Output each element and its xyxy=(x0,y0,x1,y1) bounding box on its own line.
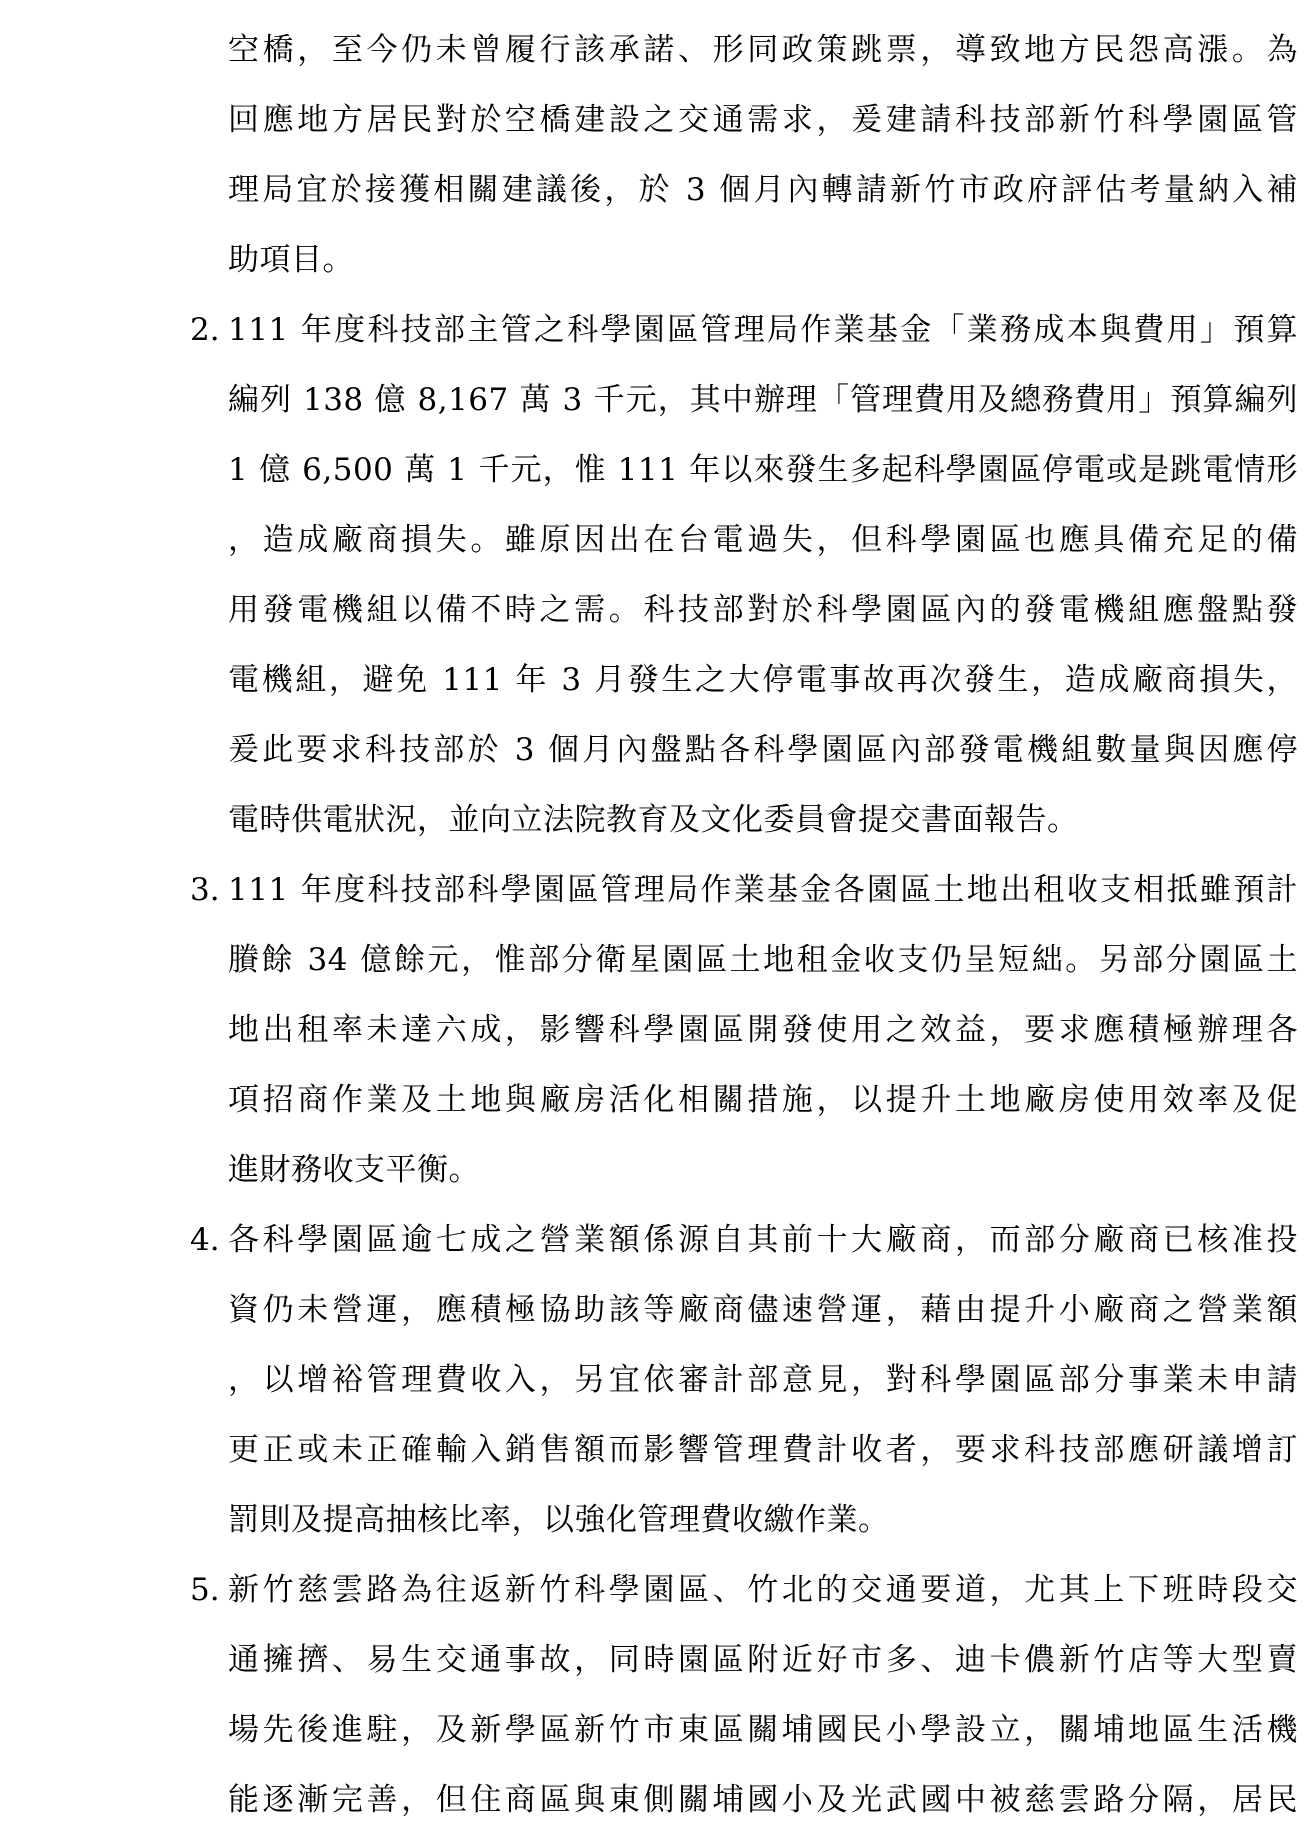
paragraph-line: 空橋，至今仍未曾履行該承諾、形同政策跳票，導致地方民怨高漲。為 xyxy=(228,32,1298,68)
list-item-number: 3. xyxy=(190,872,220,908)
list-item-line: 電時供電狀況，並向立法院教育及文化委員會提交書面報告。 xyxy=(228,802,1079,838)
list-item-line: 1 億 6,500 萬 1 千元，惟 111 年以來發生多起科學園區停電或是跳電情形 xyxy=(228,452,1298,488)
list-item-line: ，以增裕管理費收入，另宜依審計部意見，對科學園區部分事業未申請 xyxy=(228,1362,1298,1398)
paragraph-line: 回應地方居民對於空橋建設之交通需求，爰建請科技部新竹科學園區管 xyxy=(228,102,1298,138)
list-item-line: 場先後進駐，及新學區新竹市東區關埔國民小學設立，關埔地區生活機 xyxy=(228,1712,1298,1748)
list-item-line: 賸餘 34 億餘元，惟部分衛星園區土地租金收支仍呈短絀。另部分園區土 xyxy=(228,942,1298,978)
list-item-line: 通擁擠、易生交通事故，同時園區附近好市多、迪卡儂新竹店等大型賣 xyxy=(228,1642,1298,1678)
list-item-number: 5. xyxy=(190,1572,220,1608)
list-item-line: ，造成廠商損失。雖原因出在台電過失，但科學園區也應具備充足的備 xyxy=(228,522,1298,558)
list-item-line: 電機組，避免 111 年 3 月發生之大停電事故再次發生，造成廠商損失， xyxy=(228,662,1298,698)
list-item-line: 進財務收支平衡。 xyxy=(228,1152,480,1188)
list-item-line: 用發電機組以備不時之需。科技部對於科學園區內的發電機組應盤點發 xyxy=(228,592,1298,628)
list-item-line: 新竹慈雲路為往返新竹科學園區、竹北的交通要道，尤其上下班時段交 xyxy=(228,1572,1298,1608)
list-item-line: 111 年度科技部主管之科學園區管理局作業基金「業務成本與費用」預算 xyxy=(228,312,1298,348)
list-item-line: 項招商作業及土地與廠房活化相關措施，以提升土地廠房使用效率及促 xyxy=(228,1082,1298,1118)
list-item-line: 罰則及提高抽核比率，以強化管理費收繳作業。 xyxy=(228,1502,890,1538)
list-item-line: 編列 138 億 8,167 萬 3 千元，其中辦理「管理費用及總務費用」預算編列 xyxy=(228,382,1298,418)
list-item-line: 更正或未正確輸入銷售額而影響管理費計收者，要求科技部應研議增訂 xyxy=(228,1432,1298,1468)
list-item-line: 地出租率未達六成，影響科學園區開發使用之效益，要求應積極辦理各 xyxy=(228,1012,1298,1048)
list-item-line: 111 年度科技部科學園區管理局作業基金各園區土地出租收支相抵雖預計 xyxy=(228,872,1298,908)
paragraph-line: 助項目。 xyxy=(228,242,354,278)
list-item-line: 資仍未營運，應積極協助該等廠商儘速營運，藉由提升小廠商之營業額 xyxy=(228,1292,1298,1328)
list-item-line: 各科學園區逾七成之營業額係源自其前十大廠商，而部分廠商已核准投 xyxy=(228,1222,1298,1258)
list-item-line: 爰此要求科技部於 3 個月內盤點各科學園區內部發電機組數量與因應停 xyxy=(228,732,1298,768)
paragraph-line: 理局宜於接獲相關建議後，於 3 個月內轉請新竹市政府評估考量納入補 xyxy=(228,172,1298,208)
list-item-number: 4. xyxy=(190,1222,220,1258)
list-item-number: 2. xyxy=(190,312,220,348)
list-item-line: 能逐漸完善，但住商區與東側關埔國小及光武國中被慈雲路分隔，居民 xyxy=(228,1782,1298,1818)
